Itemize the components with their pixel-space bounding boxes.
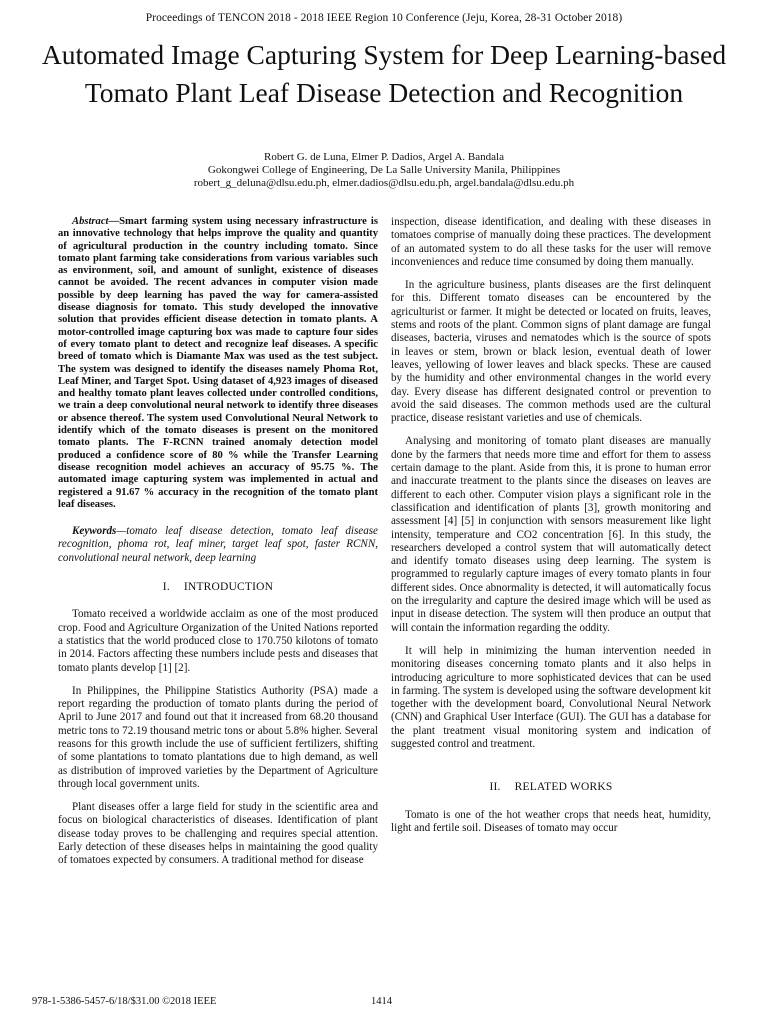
right-paragraph-3: Analysing and monitoring of tomato plant diseases are manually done by the farmers that needs more time and effort for them to assess certain damage to the plant. Aside from this, it is prone to human error and inaccurate treatment to the plants since the diseases on leaves are different to each other. Computer vision plays a significant role in the classification and identification of plants [3], growth monitoring and assessment [4] [5] in conjunction with sensors measurement like light intensity, temperature and CO2 concentration [6]. In this study, the researchers developed a control system that will automatically detect and identify tomato diseases using deep learning. The system is programmed to regularly capture images of every tomato plants in four different sides. Once abnormality is detected, it will automatically focus on the irregularity and capture the desired image which will be used as input in disease detection. The system will then produce an output that will contain the information regarding the oddity. (391, 435, 711, 634)
author-affiliation: Gokongwei College of Engineering, De La Salle University Manila, Philippines (207, 164, 561, 176)
keywords-label: Keywords (72, 525, 117, 538)
abstract-label: Abstract (72, 216, 109, 227)
intro-paragraph-2: In Philippines, the Philippine Statistics Authority (PSA) made a report regarding the production of tomato plants during the period of April to June 2017 and found out that it increased from 68.20 thousand metric tons to 72.19 thousand metric tons or about 5.8% higher. Several reasons for this growth include the use of sufficient fertilizers, shifting of some plantations to tomato plantations due to high demand, as well as distribution of improved varieties by the Department of Agriculture through local government units. (58, 684, 378, 790)
intro-paragraph-3: Plant diseases offer a large field for study in the scientific area and focus on biological characteristics of diseases. Identification of plant disease today proves to be challenging and requires special attention. Early detection of these diseases helps in maintaining the good quality of tomatoes expected by consumers. A traditional method for disease (58, 801, 378, 867)
right-paragraph-4: It will help in minimizing the human intervention needed in monitoring diseases concerning tomato plants and it also helps in introducing agriculture to more sophisticated devices that can be used in farming. The system is developed using the software development kit together with the development board, Convolutional Neural Network (CNN) and Graphical User Interface (GUI). The GUI has a database for the plant treatment visual monitoring system and indication of suggested control and treatment. (391, 644, 711, 750)
paper-title: Automated Image Capturing System for Deep Learning-based Tomato Plant Leaf Disease Detection and Recognition (41, 39, 727, 108)
section-number: I. (162, 581, 170, 594)
keywords (58, 525, 378, 565)
section-title: INTRODUCTION (183, 581, 274, 594)
abstract-text: —Smart farming system using necessary infrastructure is an innovative technology that helps improve the quality and quantity of agricultural production in the country including tomato. Since tomato plant farming take considerations from various variables such as environment, soil, and amount of sunlight, existence of diseases cannot be avoided. The recent advances in computer vision made possible by deep learning has paved the way for camera-assisted disease diagnosis for tomato. This study developed the innovative solution that provides efficient disease detection in tomato plants. A motor-controlled image capturing box was made to capture four sides of every tomato plant to detect and recognize leaf diseases. A specific breed of tomato which is Diamante Max was used as the test subject. The system was designed to identify the diseases namely Phoma Rot, Leaf Miner, and Target Spot. Using dataset of 4,923 images of diseased and healthy tomato plant leaves collected under controlled conditions, we train a deep convolutional neural network to identify three diseases or absence thereof. The system used Convolutional Neural Network to identify which of the tomato diseases is present on the monitored tomato plants. The F-RCNN trained anomaly detection model produced a confidence score of 80 % while the Transfer Learning disease recognition model achieves an accuracy of 95.75 %. The automated image capturing system was implemented in actual and registered a 91.67 % accuracy in the recognition of the tomato plant leaf diseases. (58, 216, 378, 510)
author-names: Robert G. de Luna, Elmer P. Dadios, Argel A. Bandala (264, 151, 504, 163)
section-heading-related-works (391, 781, 711, 794)
right-paragraph-2: In the agriculture business, plants diseases are the first delinquent for this. Different tomato diseases can be encountered by the agriculturist or farmer. It might be detected or located on fruits, leaves, stems and roots of the plant. Common signs of plant damage are fungal diseases, bacteria, viruses and nematodes which is the source of spots in leaves or stem, brown or black lesion, eventual death of lower leaves, yellowing of lower leaves and black specks. These are caused by the humidity and other environmental changes in the world every day. Every disease has different designated control or prevention to avoid the said diseases. The common methods used are the cultural practice, disease resistant varieties and use of chemicals. (391, 279, 711, 425)
conference-header: Proceedings of TENCON 2018 - 2018 IEEE Region 10 Conference (Jeju, Korea, 28-31 October 2018) (145, 12, 623, 24)
footer-isbn: 978-1-5386-5457-6/18/$31.00 ©2018 IEEE (32, 996, 217, 1007)
section-heading-introduction (58, 581, 378, 594)
right-paragraph-1: inspection, disease identification, and dealing with these diseases in tomatoes comprise of manually doing these practices. The development of an automated system to do all these tasks for the user will remove inconveniences and reduce time consumed by doing them manually. (391, 216, 711, 268)
page-number: 1414 (371, 996, 392, 1007)
intro-paragraph-1: Tomato received a worldwide acclaim as one of the most produced crop. Food and Agriculture Organization of the United Nations reported a statistics that the world produced close to 170.750 kilotons of tomato in 2014. Factors affecting these numbers include pests and diseases that tomato plants develop [1] [2]. (58, 608, 378, 674)
right-column (391, 216, 711, 845)
keywords-text: —tomato leaf disease detection, tomato leaf disease recognition, phoma rot, leaf miner, target leaf spot, faster RCNN, convolutional neural network, deep learning (58, 525, 378, 564)
author-emails: robert_g_deluna@dlsu.edu.ph, elmer.dadios@dlsu.edu.ph, argel.bandala@dlsu.edu.ph (193, 177, 575, 189)
section-title: RELATED WORKS (514, 781, 613, 794)
left-column (58, 216, 378, 878)
related-works-paragraph: Tomato is one of the hot weather crops that needs heat, humidity, light and fertile soil. Diseases of tomato may occur (391, 808, 711, 834)
abstract (58, 216, 378, 511)
author-block (0, 151, 768, 190)
section-number: II. (489, 781, 501, 794)
